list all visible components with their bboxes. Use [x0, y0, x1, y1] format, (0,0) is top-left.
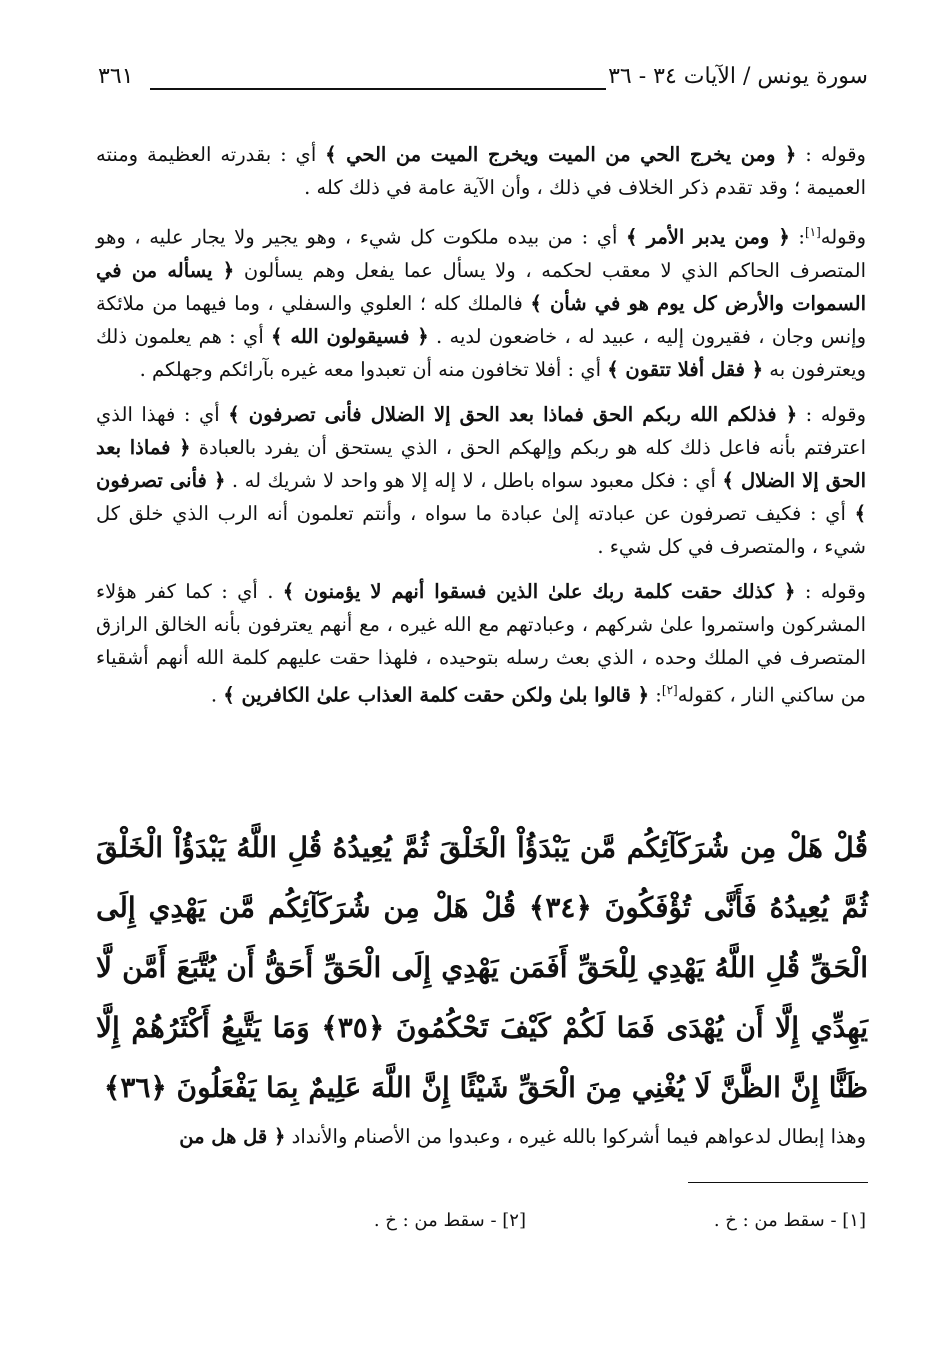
paragraph-text: أي : فهذا الذي اعترفتم بأنه فاعل ذلك كله هو ربكم وإلهكم الحق ، الذي يستحق أن يفرد بالعبادة: [96, 402, 866, 459]
quoted-verse: ﴿ فماذا بعد الحق إلا الضلال ﴾: [96, 435, 866, 492]
quoted-verse: ﴿ قل هل من: [179, 1125, 286, 1148]
paragraph-lead: وقوله: [820, 225, 866, 249]
paragraph-lead: وقوله :: [796, 143, 866, 166]
quoted-verse: ﴿ فذلكم الله ربكم الحق فماذا بعد الحق إلا الضلال فأنى تصرفون ﴾: [228, 402, 798, 426]
footnote-ref-1: [١]: [804, 225, 821, 239]
footnote-1: [١] - سقط من : خ .: [713, 1210, 866, 1231]
paragraph-text: .: [210, 683, 224, 706]
quoted-verse: ﴿ ومن يخرج الحي من الميت ويخرج الميت من الحي ﴾: [325, 143, 797, 166]
quran-verses-block: قُلْ هَلْ مِن شُرَكَآئِكُم مَّن يَبْدَؤُاْ الْخَلْقَ ثُمَّ يُعِيدُهُ قُلِ اللَّهُ يَبْدَؤُاْ الْخَلْقَ ثُمَّ يُعِيدُهُ فَأَنَّى تُؤْفَكُونَ ﴿٣٤﴾ قُلْ هَلْ مِن شُرَكَآئِكُم مَّن يَهْدِي إِلَى الْحَقِّ قُلِ اللَّهُ يَهْدِي لِلْحَقِّ أَفَمَن يَهْدِي إِلَى الْحَقِّ أَحَقُّ أَن يُتَّبَعَ أَمَّن لَّا يَهِدِّي إِلَّا أَن يُهْدَى فَمَا لَكُمْ كَيْفَ تَحْكُمُونَ ﴿٣٥﴾ وَمَا يَتَّبِعُ أَكْثَرُهُمْ إِلَّا ظَنًّا إِنَّ الظَّنَّ لَا يُغْنِي مِنَ الْحَقِّ شَيْئًا إِنَّ اللَّهَ عَلِيمٌ بِمَا يَفْعَلُونَ ﴿٣٦﴾: [96, 831, 869, 1104]
paragraph-4: [96, 575, 866, 712]
paragraph-text: أي : فكل معبود سواه باطل ، لا إله إلا هو واحد لا شريك له .: [225, 468, 723, 492]
paragraph-text: أي : أفلا تخافون منه أن تعبدوا معه غيره بآرائكم وجهلكم .: [139, 357, 608, 381]
paragraph-text: وهذا إبطال لدعواهم فيما أشركوا بالله غيره ، وعبدوا من الأصنام والأنداد: [285, 1125, 866, 1148]
paragraph-1: [96, 138, 866, 204]
paragraph-text: أي : بقدرته العظيمة ومنته العميمة ؛ وقد تقدم ذكر الخلاف في ذلك ، وأن الآية عامة في ذلك كله .: [96, 143, 866, 199]
paragraph-5: [96, 1120, 866, 1153]
paragraph-2: [96, 216, 866, 386]
quoted-verse: ﴿ يسأله من في السموات والأرض كل يوم هو في شأن ﴾: [96, 258, 866, 315]
page-number: ٣٦١: [98, 64, 134, 89]
paragraph-text: فالملك كله ؛ العلوي والسفلي ، وما فيهما من ملائكة وإنس وجان ، فقيرون إليه ، عبيد له ، خاضعون لديه .: [96, 291, 866, 348]
quoted-verse: ﴿ فقل أفلا تتقون ﴾: [607, 357, 764, 381]
paragraph-text: أي : هم يعلمون ذلك ويعترفون به: [96, 324, 866, 381]
paragraph-lead: وقوله :: [797, 402, 866, 426]
paragraph-lead: وقوله :: [795, 579, 866, 603]
quoted-verse: ﴿ فأنى تصرفون ﴾: [96, 468, 866, 525]
paragraph-lead: :: [789, 225, 805, 249]
commentary-body: [96, 138, 866, 723]
quoted-verse: ﴿ قالوا بلىٰ ولكن حقت كلمة العذاب علىٰ الكافرين ﴾: [223, 683, 650, 706]
footnote-ref-2: [٢]: [661, 682, 678, 697]
header-rule: [150, 88, 606, 90]
quoted-verse: ﴿ فسيقولون الله ﴾: [271, 324, 429, 348]
footnote-2: [٢] - سقط من : خ .: [373, 1210, 526, 1231]
quoted-verse: ﴿ كذلك حقت كلمة ربك علىٰ الذين فسقوا أنهم لا يؤمنون ﴾: [282, 579, 796, 603]
paragraph-text: :: [649, 683, 662, 706]
paragraph-3: [96, 398, 866, 563]
paragraph-text: أي : فكيف تصرفون عن عبادته إلىٰ عبادة ما سواه ، وأنتم تعلمون أنه الرب الذي خلق كل شيء ، والمتصرف في كل شيء .: [96, 501, 866, 558]
footnote-rule: [688, 1182, 868, 1183]
paragraph-text: أي : من بيده ملكوت كل شيء ، وهو يجير ولا يجار عليه ، وهو المتصرف الحاكم الذي لا معقب لحكمه ، ولا يسأل عما يفعل وهم يسألون: [96, 225, 866, 282]
running-title: سورة يونس / الآيات ٣٤ - ٣٦: [608, 64, 868, 89]
page-header: [98, 64, 868, 104]
quoted-verse: ﴿ ومن يدبر الأمر ﴾: [625, 225, 790, 249]
paragraph-text: . أي : كما كفر هؤلاء المشركون واستمروا علىٰ شركهم ، وعبادتهم مع الله غيره ، مع أنهم يعترفون بأنه الخالق الرازق المتصرف في الملك وحده ، الذي بعث رسله بتوحيده ، فلهذا حقت عليهم كلمة الله أنهم أشقياء من ساكني النار ، كقوله: [96, 579, 866, 706]
footnotes: [96, 1210, 866, 1240]
